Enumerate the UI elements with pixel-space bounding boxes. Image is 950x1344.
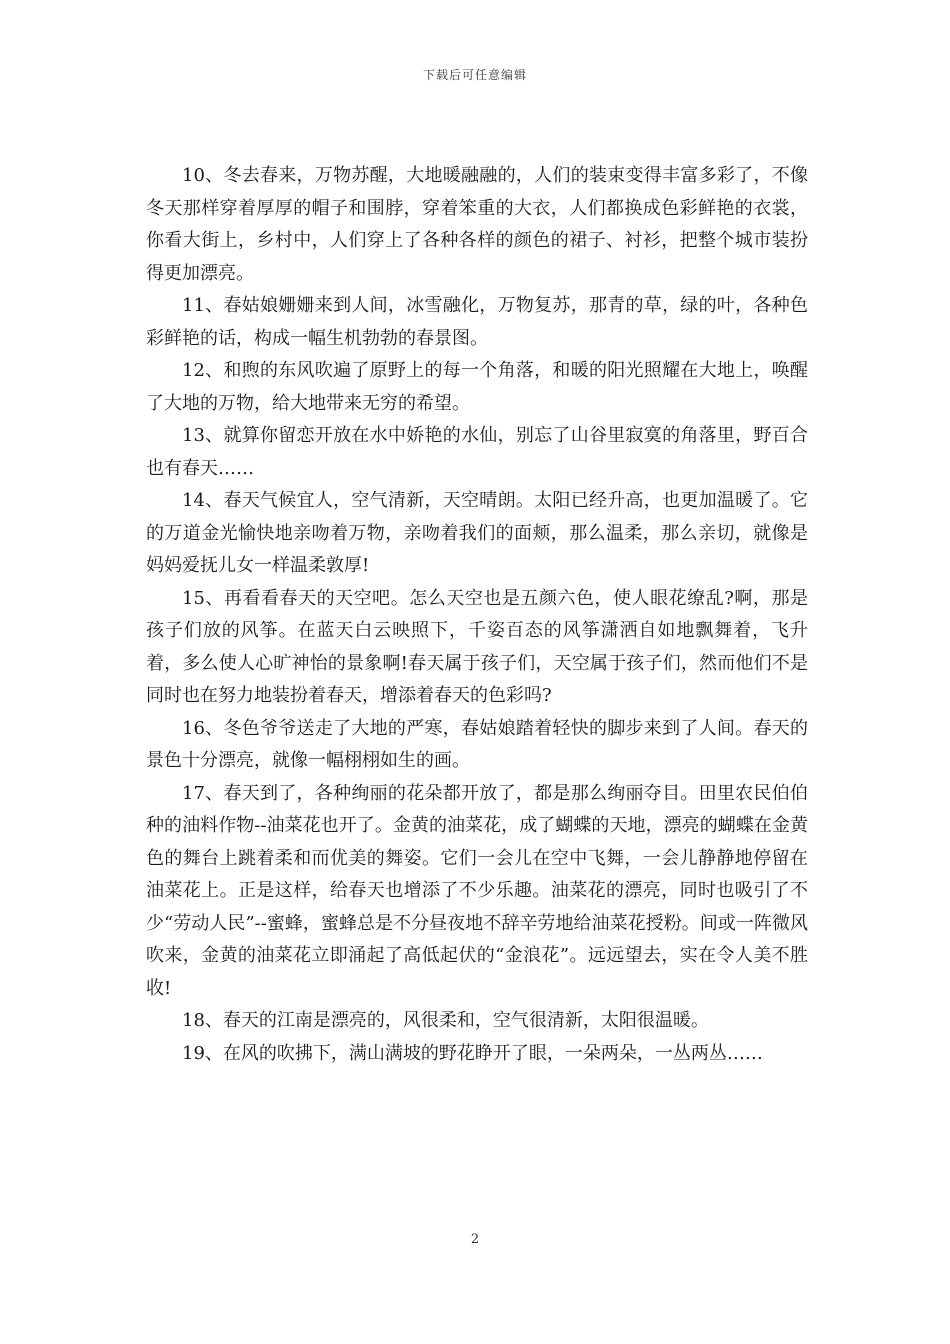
paragraph-10: 10、冬去春来，万物苏醒，大地暖融融的，人们的装束变得丰富多彩了，不像冬天那样穿着厚厚的帽子和围脖，穿着笨重的大衣，人们都换成色彩鲜艳的衣裳，你看大街上，乡村中，人们穿上了各种各样的颜色的裙子、衬衫，把整个城市装扮得更加漂亮。 xyxy=(146,165,808,284)
document-body xyxy=(146,160,808,1070)
paragraph-13: 13、就算你留恋开放在水中娇艳的水仙，别忘了山谷里寂寞的角落里，野百合也有春天…… xyxy=(146,425,808,479)
page-header: 下载后可任意编辑 xyxy=(422,68,527,82)
paragraph-16: 16、冬色爷爷送走了大地的严寒，春姑娘踏着轻快的脚步来到了人间。春天的景色十分漂亮，就像一幅栩栩如生的画。 xyxy=(146,717,808,771)
paragraph-17: 17、春天到了，各种绚丽的花朵都开放了，都是那么绚丽夺目。田里农民伯伯种的油料作物--油菜花也开了。金黄的油菜花，成了蝴蝶的天地，漂亮的蝴蝶在金黄色的舞台上跳着柔和而优美的舞姿。它们一会儿在空中飞舞，一会儿静静地停留在油菜花上。正是这样，给春天也增添了不少乐趣。油菜花的漂亮，同时也吸引了不少“劳动人民”--蜜蜂，蜜蜂总是不分昼夜地不辞辛劳地给油菜花授粉。间或一阵微风吹来，金黄的油菜花立即涌起了高低起伏的“金浪花”。远远望去，实在令人美不胜收! xyxy=(146,782,808,999)
paragraph-14: 14、春天气候宜人，空气清新，天空晴朗。太阳已经升高，也更加温暖了。它的万道金光愉快地亲吻着万物，亲吻着我们的面颊，那么温柔，那么亲切，就像是妈妈爱抚儿女一样温柔敦厚! xyxy=(146,490,808,576)
page-number: 2 xyxy=(470,1232,480,1247)
paragraph-11: 11、春姑娘姗姗来到人间，冰雪融化，万物复苏，那青的草，绿的叶，各种色彩鲜艳的话，构成一幅生机勃勃的春景图。 xyxy=(146,295,808,349)
paragraph-18: 18、春天的江南是漂亮的，风很柔和，空气很清新，太阳很温暖。 xyxy=(182,1010,709,1031)
paragraph-19: 19、在风的吹拂下，满山满坡的野花睁开了眼，一朵两朵，一丛两丛…… xyxy=(182,1042,763,1064)
paragraph-15: 15、再看看春天的天空吧。怎么天空也是五颜六色，使人眼花缭乱?啊，那是孩子们放的风筝。在蓝天白云映照下，千姿百态的风筝潇洒自如地飘舞着，飞升着，多么使人心旷神怡的景象啊!春天属于孩子们，天空属于孩子们，然而他们不是同时也在努力地装扮着春天，增添着春天的色彩吗? xyxy=(146,587,808,706)
paragraph-12: 12、和煦的东风吹遍了原野上的每一个角落，和暖的阳光照耀在大地上，唤醒了大地的万物，给大地带来无穷的希望。 xyxy=(146,360,808,414)
